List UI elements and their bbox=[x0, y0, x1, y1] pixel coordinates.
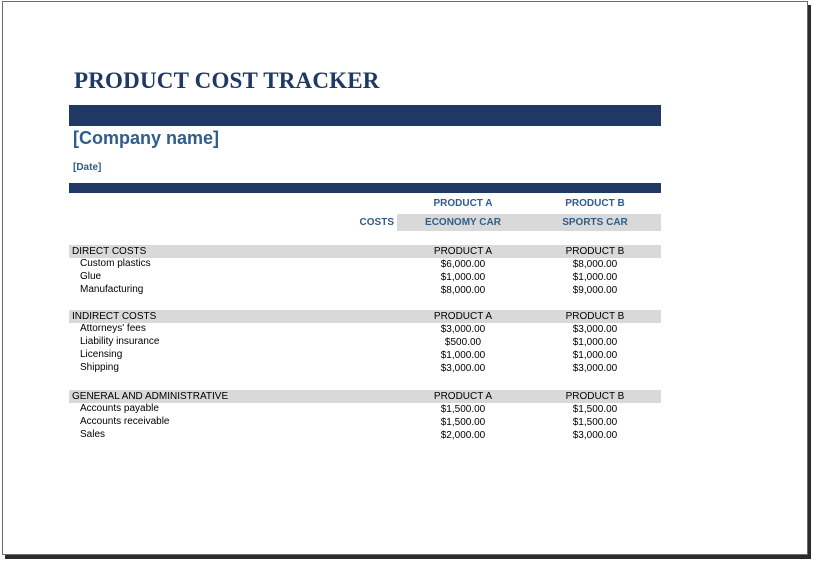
row-label: Sales bbox=[80, 429, 106, 440]
product-b-cost[interactable]: $1,500.00 bbox=[572, 404, 618, 415]
table-row[interactable] bbox=[69, 336, 661, 349]
product-a-cost[interactable]: $1,500.00 bbox=[440, 404, 486, 415]
product-b-cost[interactable]: $1,000.00 bbox=[572, 272, 618, 283]
product-a-cost[interactable]: $3,000.00 bbox=[440, 363, 486, 374]
row-label: Liability insurance bbox=[80, 336, 160, 347]
product-b-cost[interactable]: $3,000.00 bbox=[572, 363, 618, 374]
product-b-cost[interactable]: $9,000.00 bbox=[572, 285, 618, 296]
row-label: Licensing bbox=[80, 349, 123, 360]
product-a-cost[interactable]: $2,000.00 bbox=[440, 430, 486, 441]
table-row[interactable] bbox=[69, 323, 661, 336]
section-direct-costs bbox=[69, 245, 661, 297]
costs-label: COSTS bbox=[359, 217, 394, 228]
product-a-name[interactable]: ECONOMY CAR bbox=[425, 217, 501, 228]
row-label: Manufacturing bbox=[80, 284, 144, 295]
col-b-header: PRODUCT B bbox=[565, 311, 625, 322]
product-b-header: PRODUCT B bbox=[565, 198, 625, 209]
row-label: Custom plastics bbox=[80, 258, 151, 269]
product-a-cost[interactable]: $8,000.00 bbox=[440, 285, 486, 296]
table-row[interactable] bbox=[69, 271, 661, 284]
product-a-header: PRODUCT A bbox=[433, 198, 493, 209]
product-a-cost[interactable]: $1,500.00 bbox=[440, 417, 486, 428]
header-divider-bar bbox=[69, 183, 661, 193]
row-label: Accounts payable bbox=[80, 403, 159, 414]
col-b-header: PRODUCT B bbox=[565, 391, 625, 402]
product-a-cost[interactable]: $500.00 bbox=[444, 337, 482, 348]
table-row[interactable] bbox=[69, 416, 661, 429]
product-a-cost[interactable]: $1,000.00 bbox=[440, 272, 486, 283]
spreadsheet-page bbox=[2, 1, 808, 555]
page-title: PRODUCT COST TRACKER bbox=[74, 68, 380, 93]
section-title: INDIRECT COSTS bbox=[72, 311, 157, 322]
row-label: Attorneys' fees bbox=[80, 323, 146, 334]
row-label: Glue bbox=[80, 271, 102, 282]
product-b-name[interactable]: SPORTS CAR bbox=[562, 217, 628, 228]
product-b-cost[interactable]: $8,000.00 bbox=[572, 259, 618, 270]
table-row[interactable] bbox=[69, 258, 661, 271]
col-a-header: PRODUCT A bbox=[433, 391, 493, 402]
table-row[interactable] bbox=[69, 403, 661, 416]
section-title: DIRECT COSTS bbox=[72, 246, 147, 257]
product-a-cost[interactable]: $6,000.00 bbox=[440, 259, 486, 270]
section-indirect-costs bbox=[69, 310, 661, 375]
product-b-cost[interactable]: $1,500.00 bbox=[572, 417, 618, 428]
table-row[interactable] bbox=[69, 362, 661, 375]
table-row[interactable] bbox=[69, 429, 661, 442]
section-general-administrative bbox=[69, 390, 661, 442]
company-name[interactable]: [Company name] bbox=[73, 128, 220, 148]
product-b-cost[interactable]: $1,000.00 bbox=[572, 350, 618, 361]
section-title: GENERAL AND ADMINISTRATIVE bbox=[72, 391, 229, 402]
table-row[interactable] bbox=[69, 349, 661, 362]
section-header bbox=[69, 390, 661, 403]
table-row[interactable] bbox=[69, 284, 661, 297]
row-label: Accounts receivable bbox=[80, 416, 170, 427]
section-header bbox=[69, 245, 661, 258]
col-a-header: PRODUCT A bbox=[433, 246, 493, 257]
title-divider-bar bbox=[69, 105, 661, 126]
date-field[interactable]: [Date] bbox=[73, 162, 102, 173]
product-b-cost[interactable]: $3,000.00 bbox=[572, 324, 618, 335]
section-header bbox=[69, 310, 661, 323]
product-b-cost[interactable]: $1,000.00 bbox=[572, 337, 618, 348]
col-b-header: PRODUCT B bbox=[565, 246, 625, 257]
col-a-header: PRODUCT A bbox=[433, 311, 493, 322]
product-a-cost[interactable]: $1,000.00 bbox=[440, 350, 486, 361]
row-label: Shipping bbox=[80, 362, 119, 373]
product-a-cost[interactable]: $3,000.00 bbox=[440, 324, 486, 335]
product-b-cost[interactable]: $3,000.00 bbox=[572, 430, 618, 441]
